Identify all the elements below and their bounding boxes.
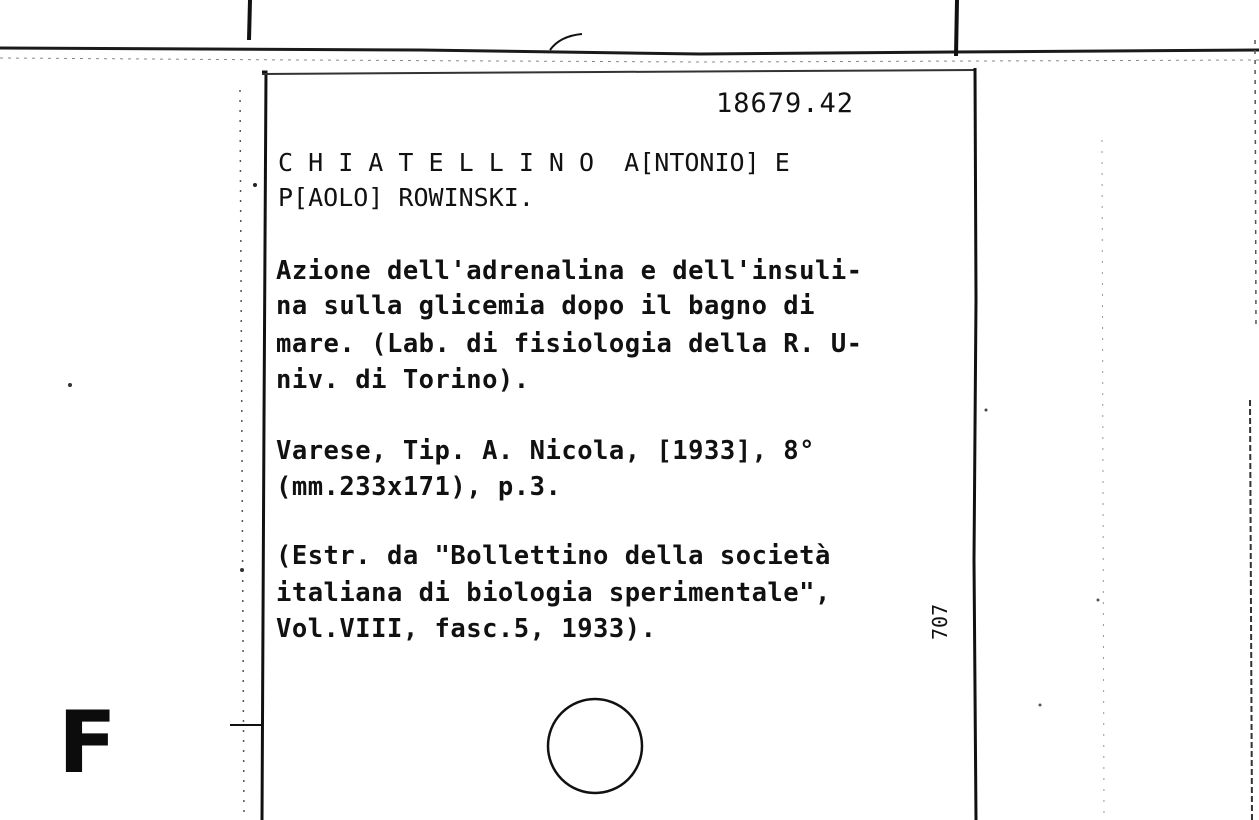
note-line-1: (Estr. da "Bollettino della società (276, 541, 831, 571)
right-faint-line (1102, 140, 1104, 820)
title-line-4: niv. di Torino). (276, 365, 530, 395)
imprint-line-1: Varese, Tip. A. Nicola, [1933], 8° (276, 436, 815, 466)
note-line-2: italiana di biologia sperimentale", (276, 578, 831, 608)
far-right-line (1250, 400, 1252, 820)
top-left-tick (249, 0, 250, 40)
title-line-1: Azione dell'adrenalina e dell'insuli- (276, 256, 863, 286)
card-top-border (262, 70, 975, 74)
author-line-2: P[AOLO] ROWINSKI. (278, 183, 534, 212)
top-right-tick (956, 0, 957, 56)
punch-hole (548, 699, 642, 793)
catalog-number: 18679.42 (716, 88, 855, 119)
note-line-3: Vol.VIII, fasc.5, 1933). (276, 614, 657, 644)
top-curl-mark (550, 34, 582, 50)
top-rule-shadow (0, 58, 1259, 62)
title-line-3: mare. (Lab. di fisiologia della R. U- (276, 329, 863, 359)
far-right-top-line (1255, 40, 1256, 330)
author-line-1: C H I A T E L L I N O A[NTONIO] E (278, 148, 790, 177)
card-right-border (974, 68, 976, 820)
corner-letter-f: F (58, 693, 117, 793)
imprint-line-2: (mm.233x171), p.3. (276, 472, 562, 502)
title-line-2: na sulla glicemia dopo il bagno di (276, 291, 815, 321)
side-shelf-mark: 707 (928, 603, 952, 640)
left-dotted-line (240, 90, 244, 820)
card-left-border (262, 72, 266, 820)
top-rule (0, 48, 1259, 54)
